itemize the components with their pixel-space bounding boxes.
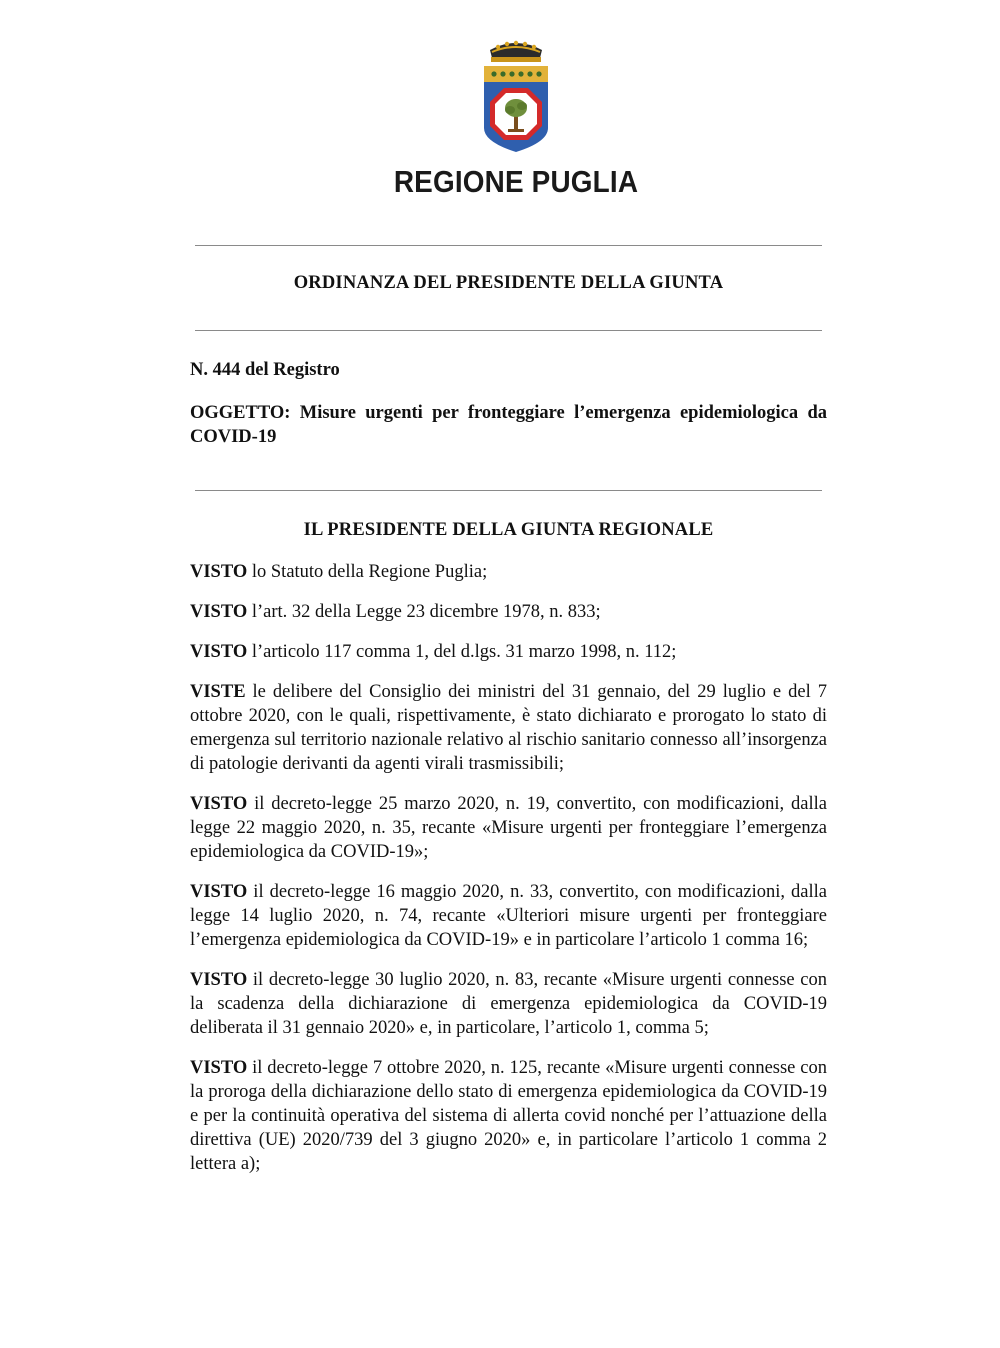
paragraph-keyword: VISTO — [190, 970, 248, 990]
subject-label: OGGETTO — [190, 403, 285, 423]
paragraph-text: lo Statuto della Regione Puglia; — [247, 562, 488, 582]
paragraph-text: il decreto-legge 7 ottobre 2020, n. 125, recante «Misure urgenti connesse con la proroga della dichiarazione dello stato di emergenza epidemiologica da COVID-19 e per la continuità operativa del sistema di allerta covid nonché per l’attuazione della direttiva (UE) 2020/739 del 3 giugno 2020» e, in particolare l’articolo 1 comma 2 lettera a); — [190, 1058, 827, 1174]
registry-number: N. 444 del Registro — [190, 360, 340, 380]
paragraph — [190, 1056, 827, 1176]
paragraph — [190, 792, 827, 864]
divider — [195, 490, 822, 491]
paragraph-keyword: VISTO — [190, 1058, 248, 1078]
paragraph-text: il decreto-legge 30 luglio 2020, n. 83, recante «Misure urgenti connesse con la scadenza della dichiarazione di emergenza epidemiologica da COVID-19 deliberata il 31 gennaio 2020» e, in particolare, l’articolo 1, comma 5; — [190, 970, 827, 1038]
paragraph-text: il decreto-legge 16 maggio 2020, n. 33, convertito, con modificazioni, dalla legge 14 luglio 2020, n. 74, recante «Ulteriori misure urgenti per fronteggiare l’emergenza epidemiologica da COVID-19» e in particolare l’articolo 1 comma 16; — [190, 882, 827, 950]
subject — [190, 401, 827, 449]
paragraph — [190, 680, 827, 776]
document-body — [190, 560, 827, 1192]
paragraph — [190, 560, 827, 584]
org-name: REGIONE PUGLIA — [393, 164, 639, 199]
paragraph-keyword: VISTO — [190, 562, 248, 582]
paragraph-text: l’art. 32 della Legge 23 dicembre 1978, n. 833; — [247, 602, 601, 622]
paragraph-keyword: VISTO — [190, 642, 248, 662]
paragraph — [190, 640, 827, 664]
document-title: ORDINANZA DEL PRESIDENTE DELLA GIUNTA — [293, 273, 724, 293]
president-heading: IL PRESIDENTE DELLA GIUNTA REGIONALE — [303, 520, 714, 540]
paragraph-keyword: VISTO — [190, 882, 248, 902]
paragraph-text: le delibere del Consiglio dei ministri del 31 gennaio, del 29 luglio e del 7 ottobre 2020, con le quali, rispettivamente, è stato dichiarato e prorogato lo stato di emergenza sul territorio nazionale relativo al rischio sanitario connesso all’insorgenza di patologie derivanti da agenti virali trasmissibili; — [190, 682, 827, 774]
paragraph-text: l’articolo 117 comma 1, del d.lgs. 31 marzo 1998, n. 112; — [247, 642, 677, 662]
paragraph — [190, 968, 827, 1040]
paragraph-keyword: VISTO — [190, 794, 248, 814]
paragraph-text: il decreto-legge 25 marzo 2020, n. 19, convertito, con modificazioni, dalla legge 22 maggio 2020, n. 35, recante «Misure urgenti per fronteggiare l’emergenza epidemiologica da COVID-19»; — [190, 794, 827, 862]
document-header-block — [190, 358, 827, 449]
paragraph-keyword: VISTE — [190, 682, 246, 702]
regione-puglia-coat-of-arms-icon — [482, 38, 550, 154]
divider — [195, 245, 822, 246]
paragraph — [190, 600, 827, 624]
subject-text: : Misure urgenti per fronteggiare l’emergenza epidemiologica da COVID-19 — [190, 403, 827, 447]
divider — [195, 330, 822, 331]
paragraph — [190, 880, 827, 952]
paragraph-keyword: VISTO — [190, 602, 248, 622]
